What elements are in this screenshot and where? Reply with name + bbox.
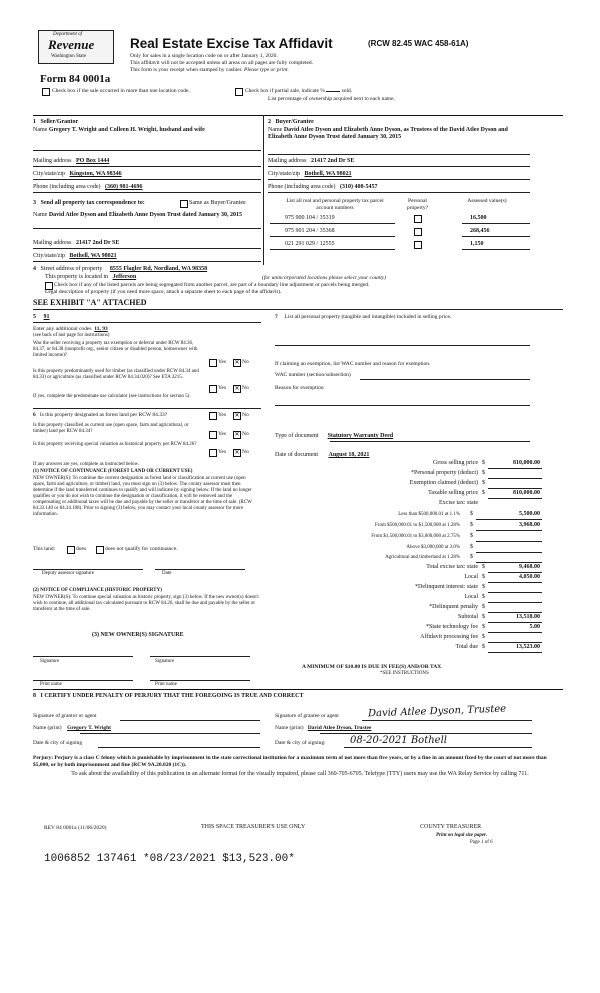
unincorporated-note: (for unincorporated locations please select your county) bbox=[262, 275, 387, 281]
page-number: Page 1 of 6 bbox=[470, 840, 493, 845]
treasurer-use-only: THIS SPACE TREASURER'S USE ONLY bbox=[201, 824, 306, 830]
certify-heading: 8 I CERTIFY UNDER PENALTY OF PERJURY THAT THE FOREGOING IS TRUE AND CORRECT bbox=[33, 693, 304, 699]
calc-label: *State technology fee bbox=[426, 624, 478, 630]
calc-value: 810,000.00 bbox=[513, 460, 540, 466]
print-name-label: Print name bbox=[155, 682, 177, 687]
tier-value: 5,500.00 bbox=[519, 511, 540, 517]
section5-q3: If yes, complete the predominate use calculator (see instructions for section 5). bbox=[33, 394, 191, 399]
alternate-format-note: To ask about the availability of this publication in an alternate format for the visually impaired, please call 360-705-6705. Teletype (TTY) users may use the WA Relay Service by calling 711. bbox=[71, 771, 529, 777]
currency: $ bbox=[482, 470, 485, 476]
yes-label: Yes bbox=[218, 412, 227, 418]
q1-yes-checkbox[interactable] bbox=[209, 359, 217, 367]
rcw-reference: (RCW 82.45 WAC 458-61A) bbox=[368, 39, 469, 48]
currency: $ bbox=[482, 614, 485, 620]
page-title: Real Estate Excise Tax Affidavit bbox=[130, 36, 333, 51]
seller-mailing: Mailing address PO Box 1444 bbox=[33, 158, 110, 164]
correspondence-heading: 3 Send all property tax correspondence to: bbox=[33, 200, 145, 206]
county-treasurer: COUNTY TREASURER bbox=[420, 824, 482, 830]
seller-heading: 1 Seller/Grantor bbox=[33, 119, 79, 125]
calc-label: Subtotal bbox=[457, 614, 478, 620]
parcel-header-personal: Personal property? bbox=[406, 198, 429, 211]
parcel-personal-checkbox[interactable] bbox=[414, 228, 422, 236]
tier-label: Less than $500,000.01 at 1.1% bbox=[398, 512, 460, 517]
currency: $ bbox=[470, 544, 473, 550]
q2-yes-checkbox[interactable] bbox=[209, 385, 217, 393]
grantee-date-city-label: Date & city of signing: bbox=[275, 740, 326, 746]
if-yes-note: If any answers are yes, complete as instructed below. bbox=[33, 462, 140, 467]
wac-claim-note: If claiming an exemption, list WAC number and reason for exemption. bbox=[275, 361, 431, 367]
q1-no-checkbox-checked[interactable]: ✕ bbox=[234, 359, 240, 366]
notice1-title: (1) NOTICE OF CONTINUANCE (FOREST LAND OR CURRENT USE) bbox=[33, 469, 193, 474]
date-label: Date bbox=[162, 571, 172, 576]
total-due-value: 13,523.00 bbox=[516, 644, 540, 650]
tier-label: Agricultural and timberland at 1.28% bbox=[385, 555, 460, 560]
partial-sale-label: Check box if partial sale, indicate % sold. bbox=[245, 88, 353, 94]
calc-label: *Delinquent penalty bbox=[429, 604, 478, 610]
parcel-number: 021 291 029 / 12555 bbox=[285, 241, 335, 247]
property-street: 4 Street address of property 8555 Flagler Rd, Nordland, WA 98358 bbox=[33, 266, 208, 272]
calc-value: 13,518.00 bbox=[516, 614, 540, 620]
see-back-note: (see back of last page for instructions) bbox=[33, 333, 110, 338]
section7-heading: 7 List all personal property (tangible and intangible) included in selling price. bbox=[275, 314, 452, 320]
parcel-personal-checkbox[interactable] bbox=[414, 215, 422, 223]
buyer-heading: 2 Buyer/Grantee bbox=[268, 119, 314, 125]
correspondence-city: City/state/zip Bothell, WA 98021 bbox=[33, 253, 117, 259]
this-land: This land: bbox=[33, 546, 56, 552]
correspondence-name: Name David Atlee Dyson and Elizabeth Anne Dyson Trust dated January 30, 2015 bbox=[33, 212, 242, 218]
currency: $ bbox=[482, 594, 485, 600]
calc-label: *Delinquent interest: state bbox=[415, 584, 478, 590]
logo-line-2: Revenue bbox=[48, 37, 95, 52]
perjury-notice: Perjury: Perjury is a class C felony which is punishable by imprisonment in the state correctional institution for a maximum term of not more than five years, or by a fine in an amount fixed by the court of not more than $5,000, or by both imprisonment and fine (RCW 9A.20.020 (1C)). bbox=[33, 755, 547, 768]
section6-q1: 6 Is this property designated as forest land per RCW 84.33? bbox=[33, 412, 168, 418]
no-label: No bbox=[242, 449, 249, 455]
currency: $ bbox=[482, 490, 485, 496]
section5-q2: Is this property predominantly used for timber (as classified under RCW 84.34 and 84.33) or agriculture (as classified under RCW 84.34.020)? See ETA 3215. bbox=[33, 369, 199, 380]
calc-value: 4,050.00 bbox=[519, 574, 540, 580]
logo-line-3: Washington State bbox=[51, 54, 87, 59]
calc-value: 5.00 bbox=[529, 624, 540, 630]
calc-label: Local bbox=[464, 574, 478, 580]
calc-label: Total due bbox=[455, 644, 478, 650]
calc-value: 9,468.00 bbox=[519, 564, 540, 570]
calc-label: Taxable selling price bbox=[428, 490, 478, 496]
currency: $ bbox=[482, 634, 485, 640]
s6-q2-no-checkbox-checked[interactable]: ✕ bbox=[234, 431, 240, 438]
yes-label: Yes bbox=[218, 359, 227, 365]
section6-q2: Is this property classified as current use (open space, farm and agricultural, or timber) land per RCW 84.34? bbox=[33, 423, 189, 434]
parcel-value: 268,456 bbox=[470, 228, 490, 234]
seller-name: Name Gregory T. Wright and Colleen H. Wright, husband and wife bbox=[33, 127, 205, 133]
legal-description: SEE EXHIBIT "A" ATTACHED bbox=[33, 298, 147, 307]
receipt-stamp: 1006852 137461 *08/23/2021 $13,523.00* bbox=[44, 853, 295, 865]
currency: $ bbox=[482, 624, 485, 630]
currency: $ bbox=[470, 522, 473, 528]
multi-location-checkbox[interactable] bbox=[42, 88, 50, 96]
section5-code: 5 91 bbox=[33, 314, 50, 320]
seller-city: City/state/zip Kingston, WA 98346 bbox=[33, 171, 122, 177]
no-label: No bbox=[242, 385, 249, 391]
yes-label: Yes bbox=[218, 385, 227, 391]
print-legal-note: Print on legal size paper. bbox=[436, 833, 487, 838]
legal-description-label: Legal description of property (if you need more space, attach a separate sheet to each page of the affidavit). bbox=[45, 289, 282, 295]
grantee-signature: David Atlee Dyson, Trustee bbox=[367, 703, 507, 720]
rev-number: REV 84 0001a (11/06/2020) bbox=[44, 825, 107, 831]
no-label: No bbox=[242, 431, 249, 437]
no-label: No bbox=[242, 412, 249, 418]
grantee-date-city: 08-20-2021 Bothell bbox=[350, 735, 447, 746]
same-as-buyer-label: Same as Buyer/Grantee bbox=[189, 200, 246, 206]
grantee-name: Name (print) David Atlee Dyson, Trustee bbox=[275, 725, 372, 731]
header-note-2: This affidavit will not be accepted unless all areas on all pages are fully completed. bbox=[130, 60, 314, 66]
partial-list-note: List percentage of ownership acquired next to each name. bbox=[268, 96, 395, 102]
section5-q1: Was the seller receiving a property tax exemption or deferral under RCW 84.36, 84.37, or 84.38 (nonprofit org., senior citizen or disabled person, homeowner with limited income)? bbox=[33, 341, 198, 358]
additional-codes: Enter any additional codes 11, 93 bbox=[33, 326, 108, 332]
calc-label: Excise tax: state bbox=[439, 500, 478, 506]
logo-line-1: Department of bbox=[53, 32, 83, 37]
does-not-checkbox[interactable] bbox=[96, 546, 104, 554]
deputy-sig-label: Deputy assessor signature bbox=[42, 571, 94, 576]
header-note-1: Only for sales in a single location code on or after January 1, 2020. bbox=[130, 53, 278, 59]
s6-q1-yes-checkbox[interactable] bbox=[209, 412, 217, 420]
buyer-mailing: Mailing address 21417 2nd Dr SE bbox=[268, 158, 355, 164]
parcel-value: 1,150 bbox=[470, 241, 484, 247]
calc-label: Affidavit processing fee bbox=[420, 634, 478, 640]
yes-label: Yes bbox=[218, 449, 227, 455]
grantor-date-city: Date & city of signing bbox=[33, 740, 83, 746]
buyer-phone: Phone (including area code) (310) 408-5457 bbox=[268, 184, 378, 190]
reason-label: Reason for exemption bbox=[275, 385, 324, 391]
s6-q2-yes-checkbox[interactable] bbox=[209, 431, 217, 439]
calc-label: Total excise tax: state bbox=[426, 564, 478, 570]
parcel-number: 975 901 204 / 35368 bbox=[285, 228, 335, 234]
see-instructions: *SEE INSTRUCTIONS bbox=[380, 671, 429, 676]
new-owner-sig-title: (3) NEW OWNER(S) SIGNATURE bbox=[92, 632, 184, 638]
doc-date: Date of document August 18, 2021 bbox=[275, 452, 370, 458]
header-note-3: This form is your receipt when stamped by cashier. Please type or print. bbox=[130, 67, 289, 73]
yes-label: Yes bbox=[218, 431, 227, 437]
currency: $ bbox=[470, 554, 473, 560]
buyer-name: Name David Atlee Dyson and Elizabeth Anne Dyson, as Trustees of the David Atlee Dyson and Elizabeth Anne Dyson Trust dated January 30, 2015 bbox=[268, 127, 508, 140]
tier-value: 3,968.00 bbox=[519, 522, 540, 528]
parcel-personal-checkbox[interactable] bbox=[414, 241, 422, 249]
currency: $ bbox=[470, 511, 473, 517]
currency: $ bbox=[482, 574, 485, 580]
parcel-number: 975 900 104 / 35319 bbox=[285, 215, 335, 221]
correspondence-mailing: Mailing address 21417 2nd Dr SE bbox=[33, 240, 120, 246]
calc-label: Local bbox=[464, 594, 478, 600]
wac-number-label: WAC number (section/subsection) bbox=[275, 372, 351, 378]
q2-no-checkbox-checked[interactable]: ✕ bbox=[234, 385, 240, 392]
partial-sale-checkbox[interactable] bbox=[235, 88, 243, 96]
currency: $ bbox=[482, 564, 485, 570]
form-number: Form 84 0001a bbox=[40, 73, 111, 85]
section6-q3: Is this property receiving special valuation as historical property per RCW 84.26? bbox=[33, 442, 197, 447]
doc-type: Type of document Statutory Warranty Deed bbox=[275, 433, 394, 439]
s6-q3-yes-checkbox[interactable] bbox=[209, 449, 217, 457]
calc-label: Gross selling price bbox=[433, 460, 478, 466]
parcel-header-assessed: Assessed value(s) bbox=[467, 198, 507, 204]
signature-label: Signature bbox=[40, 659, 60, 664]
currency: $ bbox=[482, 460, 485, 466]
tier-label: From $1,500,000.01 to $3,000,000 at 2.75% bbox=[371, 534, 460, 539]
currency: $ bbox=[482, 604, 485, 610]
s6-q1-no-checkbox-checked[interactable]: ✕ bbox=[234, 412, 240, 419]
calc-label: *Personal property (deduct) bbox=[411, 470, 478, 476]
same-as-buyer-checkbox[interactable] bbox=[180, 200, 188, 208]
does-label: does bbox=[76, 546, 87, 552]
grantee-sig-label: Signature of grantee or agent bbox=[275, 713, 339, 719]
no-label: No bbox=[242, 359, 249, 365]
tier-label: Above $3,000,000 at 3.0% bbox=[406, 545, 460, 550]
print-name-label: Print name bbox=[40, 682, 62, 687]
parcel-value: 16,500 bbox=[470, 215, 487, 221]
does-not-label: does not qualify for continuance. bbox=[105, 546, 178, 552]
property-county: This property is located in Jefferson bbox=[45, 274, 137, 280]
grantor-name: Name (print) Gregory T. Wright bbox=[33, 725, 112, 731]
minimum-note: A MINIMUM OF $10.00 IS DUE IN FEE(S) AND/OR TAX bbox=[302, 664, 442, 670]
s6-q3-no-checkbox-checked[interactable]: ✕ bbox=[234, 449, 240, 456]
grantor-sig-label: Signature of grantor or agent bbox=[33, 713, 97, 719]
buyer-city: City/state/zip Bothell, WA 98021 bbox=[268, 171, 352, 177]
currency: $ bbox=[470, 533, 473, 539]
multi-location-label: Check box if the sale occurred in more than one location code. bbox=[52, 88, 190, 94]
dor-logo bbox=[38, 30, 114, 64]
calc-label: Exemption claimed (deduct) bbox=[409, 480, 478, 486]
notice2-title: (2) NOTICE OF COMPLIANCE (HISTORIC PROPERTY) bbox=[33, 588, 162, 593]
notice2-text: NEW OWNER(S): To continue special valuation as historic property, sign (3) below. If the new owner(s) doesn't wish to continue, all additional tax calculated pursuant to RCW 84.26, shall be due and payable by the seller or transferor at the time of sale. bbox=[33, 595, 259, 612]
signature-label: Signature bbox=[155, 659, 175, 664]
segregated-label: Check box if any of the listed parcels are being segregated from another parcel, are part of a boundary line adjustment or parcels being merged. bbox=[54, 282, 370, 288]
calc-value: 810,000.00 bbox=[513, 490, 540, 496]
currency: $ bbox=[482, 584, 485, 590]
does-checkbox[interactable] bbox=[67, 546, 75, 554]
tier-label: From $500,000.01 to $1,500,000 at 1.28% bbox=[375, 523, 460, 528]
notice1-text: NEW OWNER(S): To continue the current designation as forest land or classification as current use (open space, farm and agriculture, or timber) land, you must sign on (3) below. The county assessor must then determine if the land transferred continues to qualify and will indicate by signing below. If the land no longer qualifies or you do not wish to continue the designation or classification, it will be removed and the compensating or additional taxes will be due and payable by the seller or transferor at the time of sale. (RCW 84.33.140 or 84.34.108). Prior to signing (3) below, you may contact your local county assessor for more information. bbox=[33, 476, 252, 517]
parcel-header-list: List all real and personal property tax parcel account numbers bbox=[286, 198, 384, 211]
seller-phone: Phone (including area code) (360) 981-4696 bbox=[33, 184, 143, 190]
currency: $ bbox=[482, 480, 485, 486]
currency: $ bbox=[482, 644, 485, 650]
